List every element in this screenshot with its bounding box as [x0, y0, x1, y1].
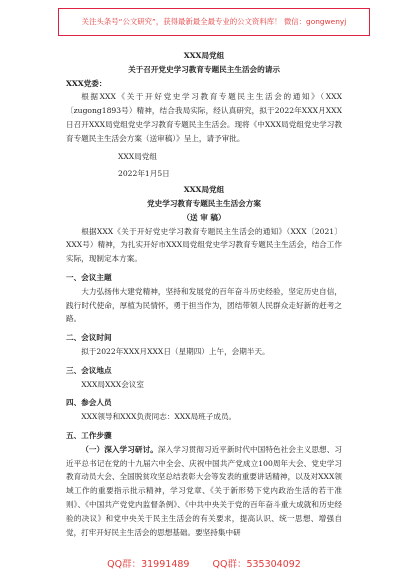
qq-group-2: QQ群：535304092 — [212, 559, 301, 570]
section-5-subheading: （一）深入学习研讨。 — [81, 444, 158, 454]
section-2-body: 拟于2022年XXX月XXX日（星期四）上午，会期半天。 — [81, 346, 270, 356]
doc2-intro: 根据XXX《关于开好党史学习教育专题民主生活会的通知》（XXX〔2021〕XXX号）精神，为扎实开好市XXX局党组党史学习教育专题民主生活会，结合工作实际，现制定本方案。 — [66, 226, 342, 264]
qq-group-1: QQ群：31991489 — [107, 559, 190, 570]
footer-contacts — [0, 556, 408, 570]
doc1-body: 根据XXX《关于开好党史学习教育专题民主生活会的通知》（XXX〔zugong1893号）精神，结合我局实际，经认真研究，拟于2022年XXX月XXX日召开XXX局党组党史学习教育专题民主生活会。现将《中XXX局党组党史学习教育专题民主生活会方案（送审稿）》呈上，请予审批。 — [66, 92, 342, 143]
document-body — [66, 49, 342, 539]
doc1-date: 2022年1月5日 — [118, 169, 170, 179]
section-3-body: XXX局XXX会议室 — [81, 379, 144, 389]
doc2-org: XXX局党组 — [183, 185, 225, 195]
section-5-title: 五、工作步骤 — [66, 430, 112, 440]
section-4-body: XXX领导和XXX负责同志：XXX局班子成员。 — [81, 412, 237, 422]
doc1-signer: XXX局党组 — [118, 151, 157, 161]
section-5-body — [66, 443, 342, 540]
doc1-org: XXX局党组 — [183, 51, 225, 60]
section-3-title: 三、会议地点 — [66, 365, 112, 375]
section-1-body: 大力弘扬伟大建党精神，坚持和发展党的百年奋斗历史经验，坚定历史自信，践行时代使命，厚植为民情怀，勇于担当作为，团结带领人民群众走好新的赶考之路。 — [66, 286, 342, 324]
section-2-title: 二、会议时间 — [66, 333, 112, 343]
doc1-title: 关于召开党史学习教育专题民主生活会的请示 — [128, 64, 280, 74]
section-4-title: 四、参会人员 — [66, 398, 112, 408]
doc2-subtitle: （送 审 稿） — [182, 212, 226, 222]
promo-banner: 关注头条号“公文研究”，获得最新最全最专业的公文资料库！ 微信：gongwenyj — [58, 8, 370, 36]
doc2-title: 党史学习教育专题民主生活会方案 — [147, 198, 261, 208]
section-5-text: 深入学习贯彻习近平新时代中国特色社会主义思想、习近平总书记在党的十九届六中全会、庆祝中国共产党成立100周年大会、党史学习教育动员大会、全国脱贫攻坚总结表彰大会等发表的重要讲话精神，以及对XXX领域工作的重要指示批示精神，学习党章、《关于新形势下党内政治生活的若干准则》、《中国共产党党内监督条例》、《中共中央关于党的百年奋斗重大成就和历史经验的决议》和党中央关于民主生活会的有关要求，提高认识、统一思想、增强自觉，打牢开好民主生活会的思想基础。要坚持集中研 — [66, 444, 342, 537]
section-1-title: 一、会议主题 — [66, 272, 112, 282]
doc1-addressee: XXX党委： — [66, 78, 107, 88]
